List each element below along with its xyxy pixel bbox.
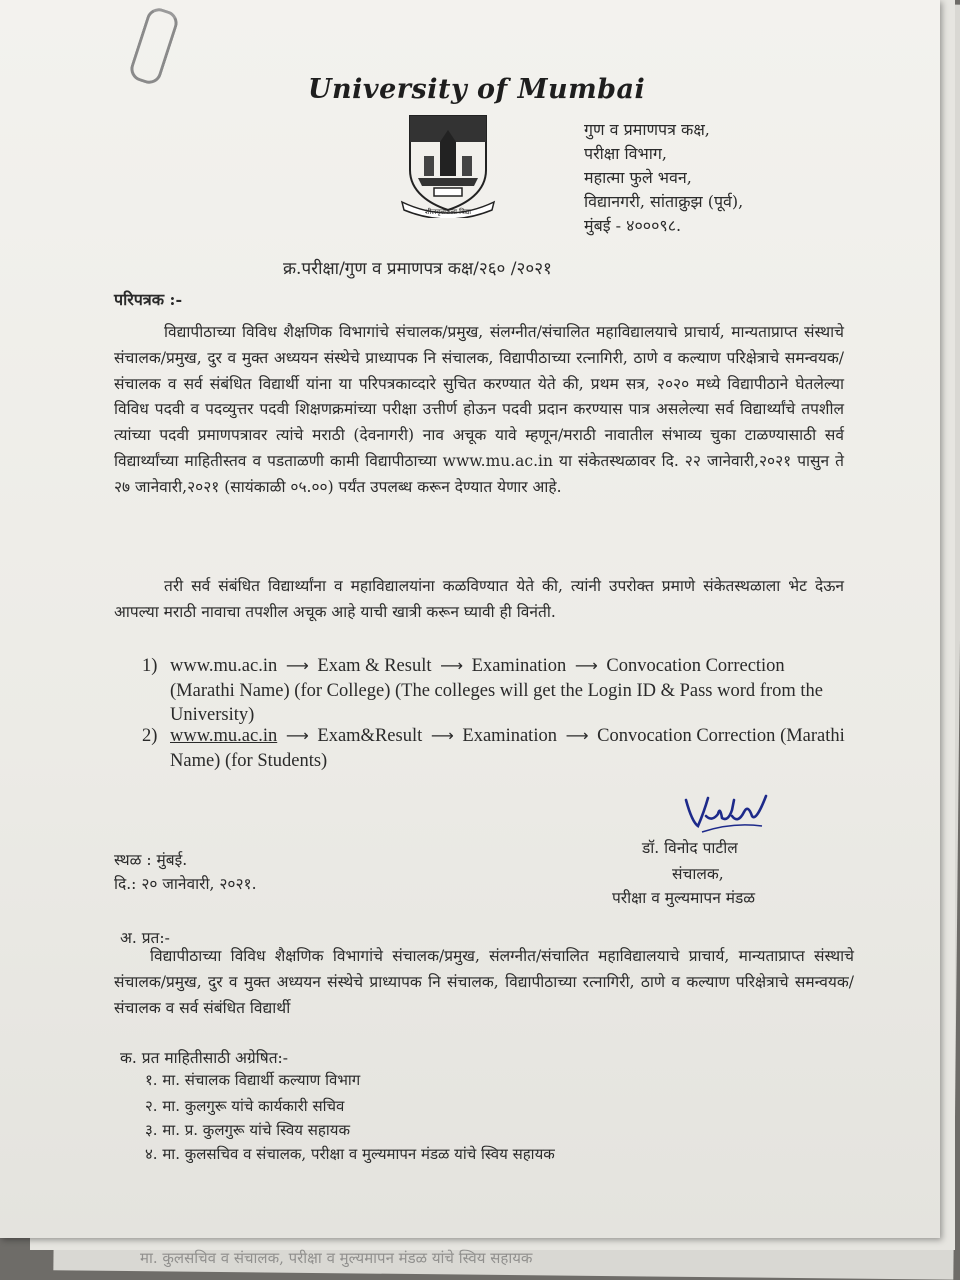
signatory-name: डॉ. विनोद पाटील — [642, 839, 738, 857]
info-list-item-2: २. मा. कुलगुरू यांचे कार्यकारी सचिव — [145, 1097, 345, 1115]
signatory-board: परीक्षा व मुल्यमापन मंडळ — [612, 889, 756, 907]
arrow-right-icon: ⟶ — [574, 656, 598, 675]
address-line-3: महात्मा फुले भवन, — [584, 168, 692, 187]
handwritten-signature — [682, 792, 768, 834]
university-crest-logo — [400, 112, 496, 218]
place: स्थळ : मुंबई. — [114, 851, 188, 869]
next-page-bleed-text: मा. कुलसचिव व संचालक, परीक्षा व मुल्यमापन मंडळ यांचे स्विय सहायक — [140, 1249, 533, 1267]
signatory-title: संचालक, — [672, 865, 724, 883]
arrow-right-icon: ⟶ — [565, 726, 589, 745]
step-2-path-2: Examination — [462, 726, 557, 746]
date: दि.: २० जानेवारी, २०२१. — [114, 875, 257, 893]
logo-motto: शीलवृत्तफला विद्या — [424, 208, 472, 216]
cc-heading: अ. प्रत:- — [120, 929, 170, 947]
arrow-right-icon: ⟶ — [285, 726, 309, 745]
university-name: University of Mumbai — [308, 74, 646, 105]
arrow-right-icon: ⟶ — [285, 656, 309, 675]
info-list-item-1: १. मा. संचालक विद्यार्थी कल्याण विभाग — [145, 1071, 361, 1089]
address-line-1: गुण व प्रमाणपत्र कक्ष, — [584, 120, 710, 139]
address-line-4: विद्यानगरी, सांताक्रुझ (पूर्व), — [584, 192, 744, 211]
step-1-path-2: Examination — [471, 656, 567, 676]
step-1-detail: (Marathi Name) (for College) (The colleges will get the Login ID & Pass word from the University) — [170, 680, 823, 725]
step-1-number: 1) — [142, 656, 158, 676]
step-2-site-link[interactable]: www.mu.ac.in — [170, 726, 278, 746]
circular-heading: परिपत्रक :- — [114, 290, 183, 309]
arrow-right-icon: ⟶ — [430, 726, 454, 745]
info-heading: क. प्रत माहितीसाठी अग्रेषित:- — [120, 1049, 289, 1067]
address-line-2: परीक्षा विभाग, — [584, 144, 668, 163]
arrow-right-icon: ⟶ — [440, 656, 464, 675]
step-1-path-1: Exam & Result — [317, 656, 432, 676]
circular-paragraph-2: तरी सर्व संबंधित विद्यार्थ्यांना व महाविद्यालयांना कळविण्यात येते की, त्यांनी उपरोक्त प्रमाणे संकेतस्थळाला भेट देऊन आपल्या मराठी नावाचा तपशील अचूक आहे याची खात्री करून घ्यावी ही विनंती. — [114, 577, 844, 621]
step-1 — [142, 654, 852, 728]
step-2-number: 2) — [142, 726, 158, 746]
cc-recipients: विद्यापीठाच्या विविध शैक्षणिक विभागांचे संचालक/प्रमुख, संलग्नीत/संचालित महाविद्यालयाचे प्राचार्य, मान्यताप्राप्त संस्थाचे संचालक/प्रमुख, दुर व मुक्त अध्ययन संस्थेचे प्राध्यापक नि संचालक, विद्यापीठाच्या रत्नागिरी, ठाणे व कल्याण परिक्षेत्राचे समन्वयक/संचालक व सर्व संबंधित विद्यार्थी — [114, 947, 854, 1017]
step-2-detail: (Marathi Name) (for Students) — [170, 726, 845, 771]
paper-clip-icon — [127, 5, 181, 87]
step-2-path-3: Convocation Correction — [597, 726, 776, 746]
step-2 — [142, 724, 852, 773]
info-list-item-3: ३. मा. प्र. कुलगुरू यांचे स्विय सहायक — [145, 1121, 350, 1139]
address-line-5: मुंबई - ४०००९८. — [584, 216, 682, 235]
circular-paragraph-1: विद्यापीठाच्या विविध शैक्षणिक विभागांचे संचालक/प्रमुख, संलग्नीत/संचालित महाविद्यालयाचे प्राचार्य, मान्यताप्राप्त संस्थाचे संचालक/प्रमुख, दुर व मुक्त अध्ययन संस्थेचे प्राध्यापक नि संचालक, विद्यापीठाच्या रत्नागिरी, ठाणे व कल्याण परिक्षेत्राचे समन्वयक/संचालक व सर्व संबंधित विद्यार्थी यांना या परिपत्रकाव्दारे सुचित करण्यात येते की, प्रथम सत्र, २०२० मध्ये विद्यापीठाने घेतलेल्या विविध पदवी व पदव्युत्तर पदवी शिक्षणक्रमांच्या परीक्षा उत्तीर्ण होऊन पदवी प्रदान करण्यास पात्र असलेल्या सर्व विद्यार्थ्यांचे तपशील त्यांच्या पदवी प्रमाणपत्रावर त्यांचे मराठी (देवनागरी) नाव अचूक यावे म्हणून/मराठी नावातील संभाव्य चुका टाळण्यासाठी सर्व विद्यार्थ्यांच्या माहितीस्तव व पडताळणी कामी विद्यापीठाच्या www.mu.ac.in या संकेतस्थळावर दि. २२ जानेवारी,२०२१ पासुन ते २७ जानेवारी,२०२१ (सायंकाळी ०५.००) पर्यंत उपलब्ध करून देण्यात येणार आहे. — [114, 323, 844, 496]
reference-number: क्र.परीक्षा/गुण व प्रमाणपत्र कक्ष/२६० /२०२१ — [283, 259, 552, 279]
step-2-path-1: Exam&Result — [317, 726, 423, 746]
info-list-item-4: ४. मा. कुलसचिव व संचालक, परीक्षा व मुल्यमापन मंडळ यांचे स्विय सहायक — [145, 1145, 555, 1163]
step-1-site[interactable]: www.mu.ac.in — [170, 656, 278, 676]
step-1-path-3: Convocation Correction — [606, 656, 785, 676]
